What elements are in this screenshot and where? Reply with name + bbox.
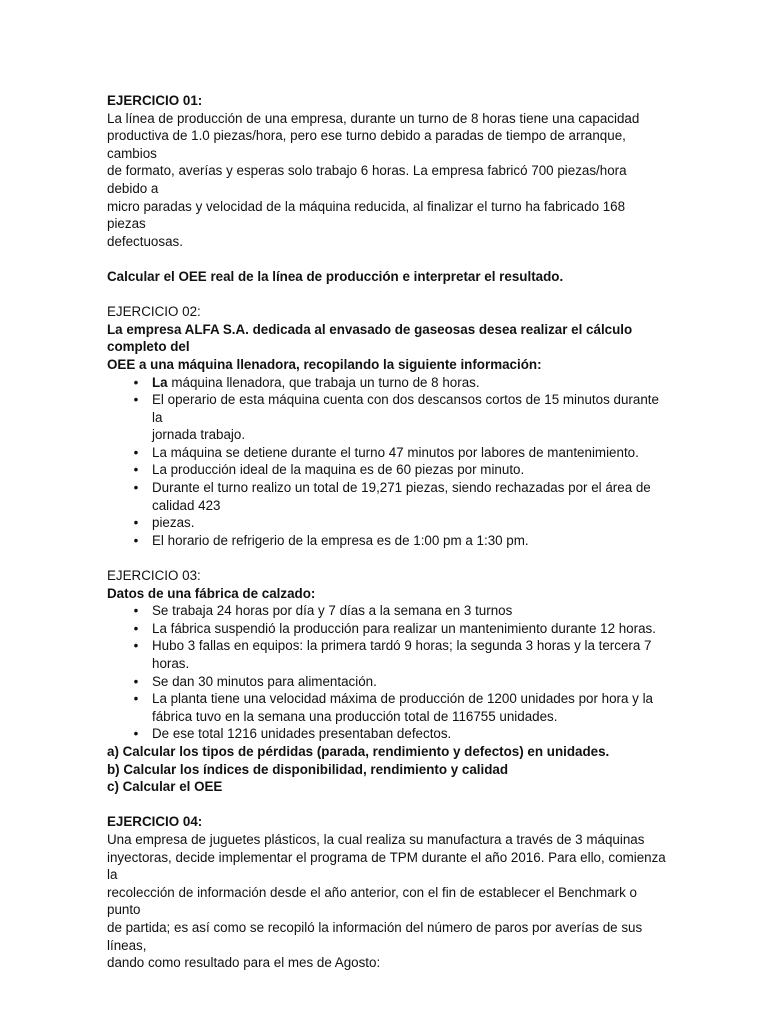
exercise-01-question: Calcular el OEE real de la línea de producción e interpretar el resultado.	[107, 268, 564, 284]
exercise-03	[107, 567, 667, 796]
list-item	[107, 725, 667, 743]
exercise-03-subheading: Datos de una fábrica de calzado:	[107, 585, 316, 601]
list-item	[107, 690, 667, 725]
list-item	[107, 479, 667, 514]
exercise-02	[107, 303, 667, 549]
list-item-text: Hubo 3 fallas en equipos: la primera tardó 9 horas; la segunda 3 horas y la tercera 7 horas.	[152, 638, 652, 671]
list-item	[107, 514, 667, 532]
list-item	[107, 532, 667, 550]
exercise-04-body-line: Una empresa de juguetes plásticos, la cual realiza su manufactura a través de 3 máquinas	[107, 831, 645, 847]
list-item-text: máquina llenadora, que trabaja un turno de 8 horas.	[167, 374, 480, 390]
list-item	[107, 391, 667, 444]
exercise-04-body-line: de partida; es así como se recopiló la información del número de paros por averías de sus líneas,	[107, 919, 643, 953]
exercise-01-heading: EJERCICIO 01:	[107, 93, 203, 108]
list-item-text: La producción ideal de la maquina es de 60 piezas por minuto.	[152, 462, 525, 478]
list-item-text: Se trabaja 24 horas por día y 7 días a la semana en 3 turnos	[152, 603, 513, 619]
exercise-01	[107, 92, 667, 286]
exercise-01-body-line: La línea de producción de una empresa, durante un turno de 8 horas tiene una capacidad	[107, 110, 640, 126]
list-item-text: La fábrica suspendió la producción para realizar un mantenimiento durante 12 horas.	[152, 620, 656, 636]
exercise-03-list	[107, 602, 667, 743]
bullet-icon: •	[133, 480, 139, 496]
list-item-text: Se dan 30 minutos para alimentación.	[152, 673, 377, 689]
exercise-04-heading: EJERCICIO 04:	[107, 814, 203, 830]
exercise-01-body	[107, 110, 667, 251]
list-item-text: piezas.	[152, 515, 195, 531]
bullet-icon: •	[133, 691, 139, 707]
bullet-icon: •	[133, 673, 139, 689]
bullet-icon: •	[133, 374, 139, 390]
bullet-icon: •	[133, 603, 139, 619]
exercise-02-heading: EJERCICIO 02:	[107, 304, 201, 320]
exercise-01-body-line: de formato, averías y esperas solo trabajo 6 horas. La empresa fabricó 700 piezas/hora debido a	[107, 163, 627, 196]
document-content	[107, 92, 667, 972]
list-item-text: fábrica tuvo en la semana una producción total de 116755 unidades.	[152, 708, 558, 724]
bullet-icon: •	[133, 620, 139, 636]
list-item-text: El operario de esta máquina cuenta con dos descansos cortos de 15 minutos durante la	[152, 392, 659, 425]
list-item	[107, 637, 667, 672]
list-item	[107, 461, 667, 479]
exercise-03-question-a: a) Calcular los tipos de pérdidas (parada, rendimiento y defectos) en unidades.	[107, 743, 610, 759]
exercise-01-body-line: micro paradas y velocidad de la máquina reducida, al finalizar el turno ha fabricado 168 piezas	[107, 198, 626, 232]
bullet-icon: •	[133, 726, 139, 742]
list-item	[107, 444, 667, 462]
exercise-03-heading: EJERCICIO 03:	[107, 568, 201, 584]
list-item	[107, 673, 667, 691]
bullet-icon: •	[133, 462, 139, 478]
bullet-icon: •	[133, 515, 139, 531]
list-item-bold: La	[152, 374, 168, 390]
exercise-04	[107, 813, 667, 971]
exercise-04-body-line: dando como resultado para el mes de Agosto:	[107, 955, 381, 971]
exercise-01-body-line: productiva de 1.0 piezas/hora, pero ese turno debido a paradas de tiempo de arranque, cambios	[107, 128, 626, 161]
list-item-text: Durante el turno realizo un total de 19,271 piezas, siendo rechazadas por el área de	[152, 480, 651, 496]
list-item-text: calidad 423	[152, 497, 221, 513]
bullet-icon: •	[133, 638, 139, 654]
exercise-03-question-b: b) Calcular los índices de disponibilidad, rendimiento y calidad	[107, 761, 509, 777]
exercise-03-question-c: c) Calcular el OEE	[107, 779, 223, 795]
exercise-04-body-line: recolección de información desde el año anterior, con el fin de establecer el Benchmark o punto	[107, 884, 637, 918]
exercise-02-intro-line: La empresa ALFA S.A. dedicada al envasado de gaseosas desea realizar el cálculo completo del	[107, 321, 633, 355]
exercise-02-list	[107, 374, 667, 550]
bullet-icon: •	[133, 532, 139, 548]
bullet-icon: •	[133, 444, 139, 460]
list-item-text: El horario de refrigerio de la empresa es de 1:00 pm a 1:30 pm.	[152, 532, 529, 548]
list-item-text: La máquina se detiene durante el turno 47 minutos por labores de mantenimiento.	[152, 444, 639, 460]
list-item-text: De ese total 1216 unidades presentaban defectos.	[152, 726, 452, 742]
exercise-04-body-line: inyectoras, decide implementar el programa de TPM durante el año 2016. Para ello, comienza la	[107, 849, 666, 883]
list-item	[107, 620, 667, 638]
exercise-02-intro-line: OEE a una máquina llenadora, recopilando la siguiente información:	[107, 356, 542, 372]
list-item-text: jornada trabajo.	[152, 427, 246, 443]
list-item	[107, 602, 667, 620]
list-item	[107, 374, 667, 392]
list-item-text: La planta tiene una velocidad máxima de producción de 1200 unidades por hora y la	[152, 691, 654, 707]
bullet-icon: •	[133, 392, 139, 408]
exercise-01-body-line: defectuosas.	[107, 233, 183, 249]
